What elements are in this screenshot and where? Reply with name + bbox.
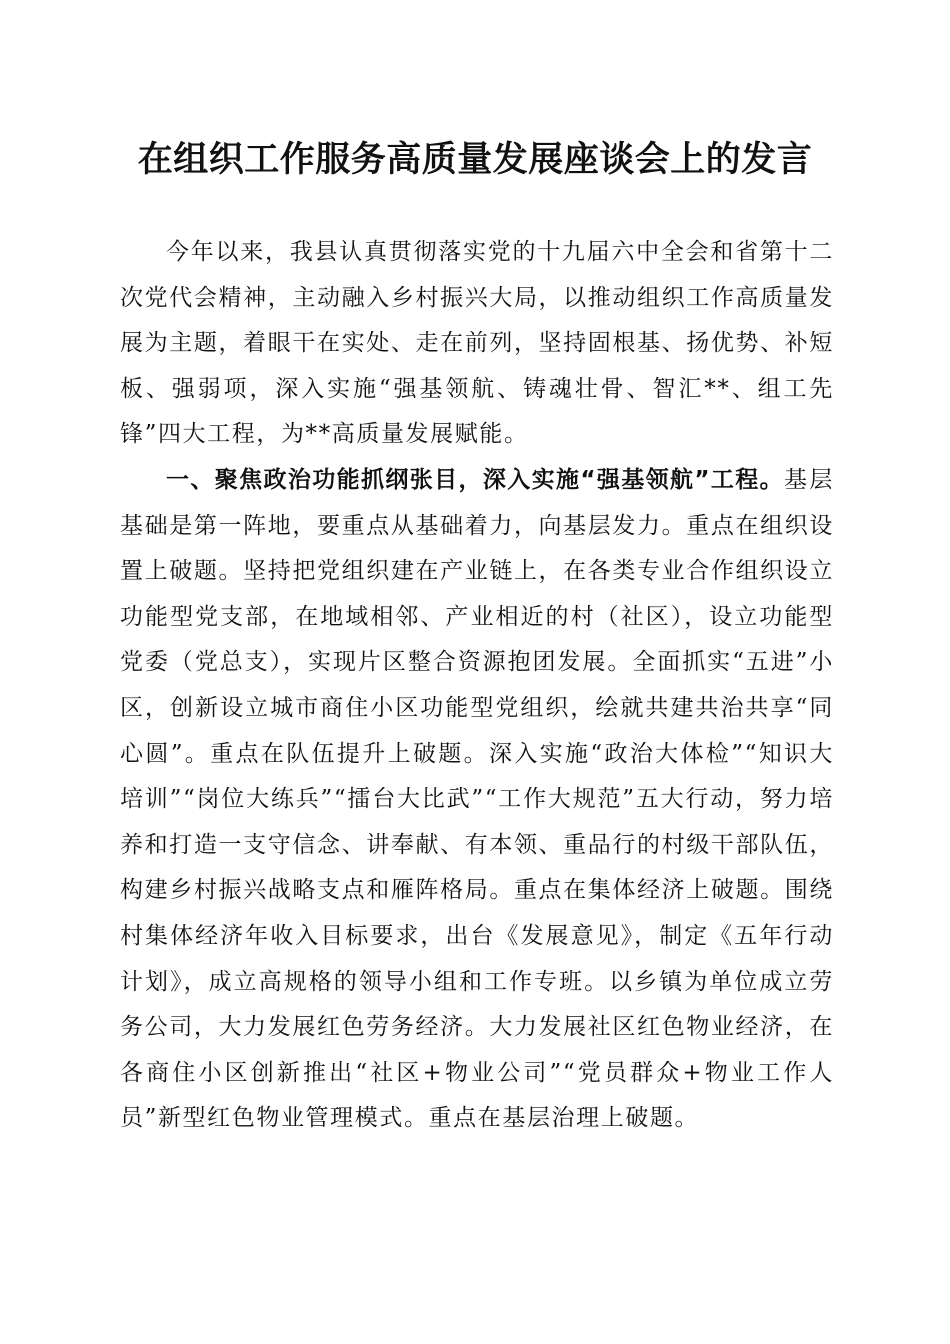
section-one-paragraph [120,458,834,1142]
section-one-heading: 一、聚焦政治功能抓纲张目，深入实施“强基领航”工程。 [166,466,785,493]
document-body [120,230,834,1142]
intro-paragraph [120,230,834,458]
intro-paragraph-text: 今年以来，我县认真贯彻落实党的十九届六中全会和省第十二次党代会精神，主动融入乡村振兴大局，以推动组织工作高质量发展为主题，着眼干在实处、走在前列，坚持固根基、扬优势、补短板、强弱项，深入实施“强基领航、铸魂壮骨、智汇**、组工先锋”四大工程，为**高质量发展赋能。 [120,239,834,448]
document-title: 在组织工作服务高质量发展座谈会上的发言 [137,139,813,180]
section-one-text: 基层基础是第一阵地，要重点从基础着力，向基层发力。重点在组织设置上破题。坚持把党组织建在产业链上，在各类专业合作组织设立功能型党支部，在地域相邻、产业相近的村（社区），设立功能型党委（党总支），实现片区整合资源抱团发展。全面抓实“五进”小区，创新设立城市商住小区功能型党组织，绘就共建共治共享“同心圆”。重点在队伍提升上破题。深入实施“政治大体检”“知识大培训”“岗位大练兵”“擂台大比武”“工作大规范”五大行动，努力培养和打造一支守信念、讲奉献、有本领、重品行的村级干部队伍，构建乡村振兴战略支点和雁阵格局。重点在集体经济上破题。围绕村集体经济年收入目标要求，出台《发展意见》，制定《五年行动计划》，成立高规格的领导小组和工作专班。以乡镇为单位成立劳务公司，大力发展红色劳务经济。大力发展社区红色物业经济，在各商住小区创新推出“社区+物业公司”“党员群众+物业工作人员”新型红色物业管理模式。重点在基层治理上破题。 [120,466,834,1132]
